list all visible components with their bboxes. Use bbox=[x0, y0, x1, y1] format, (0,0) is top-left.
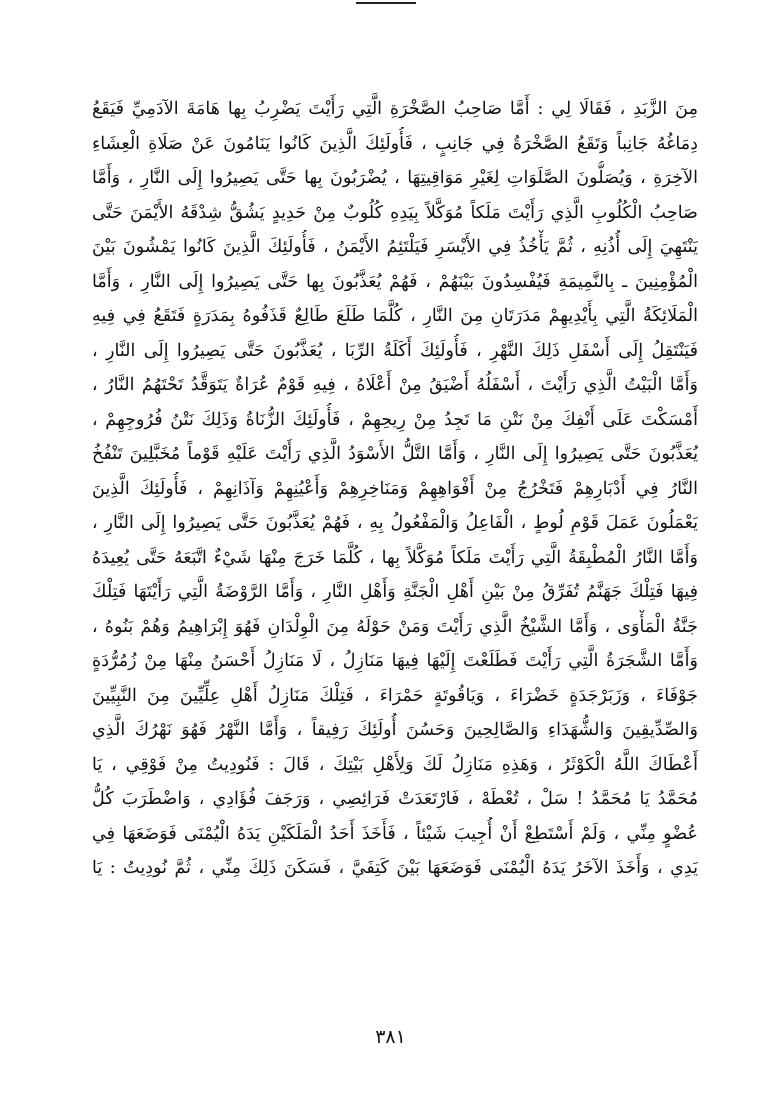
text-line: مُحَمَّدُ يَا مُحَمَّدُ ! سَلْ ، تُعْطَهْ ، فَارْتَعَدَتْ فَرَائِصِي ، وَرَجَفَ فُؤَادِي ، وَاضْطَرَبَ كُلُّ bbox=[92, 789, 698, 809]
text-line: الْمَلَائِكَةُ الَّتِي بِأَيْدِيهِمْ مَدَرَتَانِ مِنَ النَّارِ ، كُلَّمَا طَلَعَ طَالِعٌ قَذَفُوهُ بِمَدَرَةٍ فَتَقَعُ فِي فِيهِ bbox=[92, 306, 698, 326]
text-line: الآخِرَةِ ، وَيُصَلُّونَ الصَّلَوَاتِ لِغَيْرِ مَوَاقِيتِهَا ، يُضْرَبُونَ بِها حَتَّى يَصِيرُوا إِلَى النَّارِ ، وَأَمَّا bbox=[92, 168, 698, 188]
text-line: يَدِي ، وَأَخَذَ الآخَرُ يَدَهُ الْيُمْنَى فَوَضَعَهَا بَيْنَ كَتِفَيَّ ، فَسَكَنَ ذَلِكَ مِنِّي ، ثُمَّ نُودِيتُ : يَا bbox=[92, 858, 698, 878]
text-line: أَعْطَاكَ اللَّهُ الْكَوْثَرُ ، وَهَذِهِ مَنَازِلُ لَكَ وَلِأَهْلِ بَيْتِكَ ، قَالَ : فَنُودِيتُ مِنْ فَوْقِي ، يَا bbox=[92, 754, 698, 775]
text-line: وَأَمَّا الْبَيْتُ الَّذِي رَأَيْتَ ، أَسْفَلُهُ أَضْيَقُ مِنْ أَعْلَاهُ ، فِيهِ قَوْمٌ عُرَاةٌ يَتَوَقَّدُ تَحْتَهُمُ النَّارُ ، bbox=[92, 375, 698, 395]
text-line: أَمْسَكْتَ عَلَى أَنْفِكَ مِنْ نَتْنِ مَا تَجِدُ مِنْ رِيحِهِمْ ، فَأُولَئِكَ الزُّنَاةُ وَذَلِكَ نَتْنُ فُرُوجِهِمْ ، bbox=[92, 409, 698, 430]
text-line: وَأَمَّا النَّارُ الْمُطْبِقَةُ الَّتِي رَأَيْتَ مَلَكاً مُوَكَّلاً بِها ، كُلَّمَا خَرَجَ مِنْهَا شَيْءٌ اتَّبَعَهُ حَتَّى يُعِيدَهُ bbox=[92, 547, 698, 568]
text-line: عُضْوٍ مِنِّي ، وَلَمْ أَسْتَطِعْ أَنْ أُجِيبَ شَيْئاً ، فَأَخَذَ أَحَدُ الْمَلَكَيْنِ يَدَهُ الْيُمْنَى فَوَضَعَهَا فِي bbox=[92, 823, 698, 844]
text-line: يَعْمَلُونَ عَمَلَ قَوْمِ لُوطٍ ، الْفَاعِلُ وَالْمَفْعُولُ بِهِ ، فَهُمْ يُعَذَّبُونَ حَتَّى يَصِيرُوا إِلَى النَّارِ ، bbox=[92, 513, 698, 533]
top-rule bbox=[356, 2, 416, 4]
text-line: فَيَنْتَقِلُ إِلَى أَسْفَلِ ذَلِكَ النَّهْرِ ، فَأُولَئِكَ أَكَلَةُ الرِّبَا ، يُعَذَّبُونَ حَتَّى يَصِيرُوا إِلَى النَّارِ ، bbox=[92, 340, 698, 361]
text-line: صَاحِبُ الْكُلُوبِ الَّذِي رَأَيْتَ مَلَكاً مُوَكَّلاً بِيَدِهِ كُلُوبٌ مِنْ حَدِيدٍ يَشُقُّ شِدْقَهُ الأَيْمَنَ حَتَّى bbox=[92, 202, 698, 223]
text-line: فِيهَا فَتِلْكَ جَهَنَّمُ تُفَرِّقُ مِنْ بَيْنِ أَهْلِ الْجَنَّةِ وَأَهْلِ النَّارِ ، وَأَمَّا الرَّوْضَةُ الَّتِي رَأَيْتَهَا فَتِلْكَ bbox=[92, 582, 698, 602]
text-line: مِنَ الزَّبَدِ ، فَقَالَا لِي : أَمَّا صَاحِبُ الصَّخْرَةِ الَّتِي رَأَيْتَ يَضْرِبُ بِها هَامَةَ الآدَمِيِّ فَيَقَعُ bbox=[92, 99, 698, 119]
page-body-text bbox=[92, 92, 698, 886]
text-line: جَنَّةُ الْمَأْوَى ، وَأَمَّا الشَّيْخُ الَّذِي رَأَيْتَ وَمَنْ حَوْلَهُ مِنَ الْوِلْدَانِ فَهُوَ إِبْرَاهِيمُ وَهُمْ بَنُوهُ ، bbox=[92, 616, 698, 637]
text-line: يَنْتَهِيَ إِلَى أُذُنِهِ ، ثُمَّ يَأْخُذُ فِي الأَيْسَرِ فَيَلْتَئِمُ الأَيْمَنُ ، فَأُولَئِكَ الَّذِينَ كَانُوا يَمْشُونَ بَيْنَ bbox=[92, 237, 698, 257]
text-line: يُعَذَّبُونَ حَتَّى يَصِيرُوا إِلَى النَّارِ ، وَأَمَّا التَّلُّ الأَسْوَدُ الَّذِي رَأَيْتَ عَلَيْهِ قَوْماً مُخَبَّلِينَ تَنْفُخُ bbox=[92, 444, 698, 464]
text-line: وَأَمَّا الشَّجَرَةُ الَّتِي رَأَيْتَ فَطَلَعْتَ إِلَيْهَا فِيهَا مَنَازِلُ ، لَا مَنَازِلُ أَحْسَنُ مِنْهَا مِنْ زُمُرُّدَةٍ bbox=[92, 651, 698, 671]
page-number: ٣٨١ bbox=[375, 1026, 406, 1048]
text-line: دِمَاغُهُ جَانِباً وَتَقَعُ الصَّخْرَةُ فِي جَانِبٍ ، فَأُولَئِكَ الَّذِينَ كَانُوا يَنَامُونَ عَنْ صَلَاةِ الْعِشَاءِ bbox=[92, 133, 698, 154]
text-line: وَالصِّدِّيقِينَ وَالشُّهَدَاءِ وَالصَّالِحِينَ وَحَسُنَ أُولَئِكَ رَفِيقاً ، وَأَمَّا النَّهْرُ فَهُوَ نَهْرُكَ الَّذِي bbox=[92, 720, 698, 740]
text-line: النَّارُ فِي أَدْبَارِهِمْ فَتَخْرُجُ مِنْ أَفْوَاهِهِمْ وَمَنَاخِرِهِمْ وَأَعْيُنِهِمْ وَآذَانِهِمْ ، فَأُولَئِكَ الَّذِينَ bbox=[92, 478, 698, 499]
text-line: جَوْفَاءَ ، وَزَبَرْجَدَةٍ خَضْرَاءَ ، وَيَاقُوتَةٍ حَمْرَاءَ ، فَتِلْكَ مَنَازِلُ أَهْلِ عِلِّيِّينَ مِنَ النَّبِيِّينَ bbox=[92, 685, 698, 706]
text-line: الْمُؤْمِنِينَ ـ بِالنَّمِيمَةِ فَيُفْسِدُونَ بَيْنَهُمْ ، فَهُمْ يُعَذَّبُونَ بِها حَتَّى يَصِيرُوا إِلَى النَّارِ ، وَأَمَّا bbox=[92, 271, 698, 292]
